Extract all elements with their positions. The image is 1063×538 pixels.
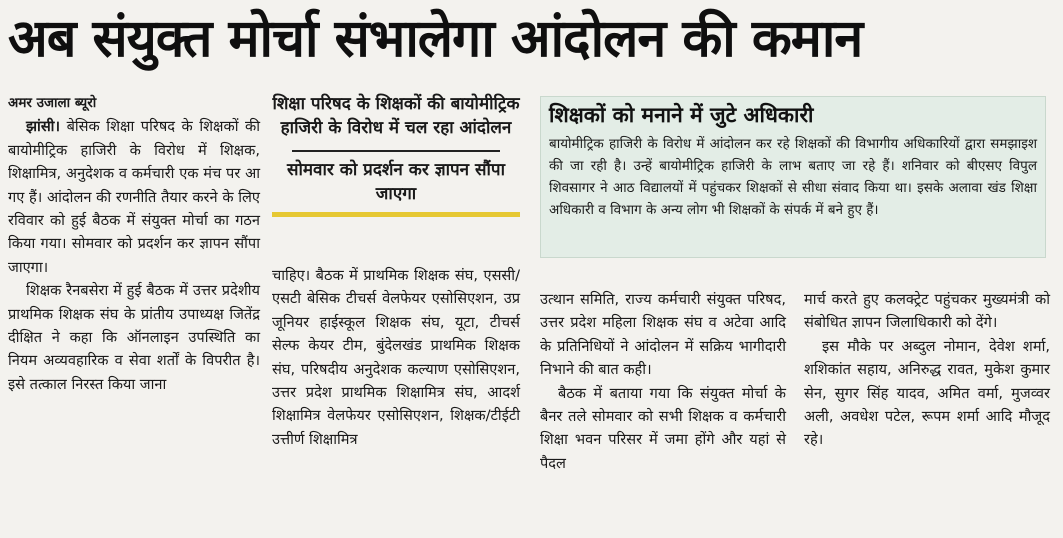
column-1-paragraph-1-text: बेसिक शिक्षा परिषद के शिक्षकों की बायोमीट्रिक हाजिरी के विरोध में शिक्षक, शिक्षामित्र, अनुदेशक व कर्मचारी एक मंच पर आ गए हैं। आंदोलन की रणनीति तैयार करने के लिए रविवार को हुई बैठक में संयुक्त मोर्चा का गठन किया गया। सोमवार को प्रदर्शन कर ज्ञापन सौंपा जाएगा। bbox=[8, 118, 261, 276]
column-1 bbox=[8, 92, 260, 396]
byline: अमर उजाला ब्यूरो bbox=[8, 95, 97, 111]
column-4-paragraph-2: इस मौके पर अब्दुल नोमान, देवेश शर्मा, शशिकांत सहाय, अनिरुद्ध रावत, मुकेश कुमार सेन, सुगर सिंह यादव, अमित वर्मा, मुजव्वर अली, अवधेश पटेल, रूपम शर्मा आदि मौजूद रहे। bbox=[804, 337, 1050, 449]
column-3-paragraph-1: उत्थान समिति, राज्य कर्मचारी संयुक्त परिषद, उत्तर प्रदेश महिला शिक्षक संघ व अटेवा आदि के प्रतिनिधियों ने आंदोलन में सक्रिय भागीदारी निभाने की बात कही। bbox=[540, 291, 786, 379]
dateline: झांसी। bbox=[26, 118, 60, 136]
subheadline-1: शिक्षा परिषद के शिक्षकों की बायोमीट्रिक हाजिरी के विरोध में चल रहा आंदोलन bbox=[272, 94, 520, 138]
column-1-paragraph-1 bbox=[8, 115, 260, 279]
subheadline-2: सोमवार को प्रदर्शन कर ज्ञापन सौंपा जाएगा bbox=[272, 158, 520, 217]
sidebar-box-title: शिक्षकों को मनाने में जुटे अधिकारी bbox=[549, 103, 814, 127]
divider-rule bbox=[292, 150, 500, 152]
column-2-header bbox=[272, 92, 520, 217]
column-2-body: चाहिए। बैठक में प्राथमिक शिक्षक संघ, एससी/एसटी बेसिक टीचर्स वेलफेयर एसोसिएशन, उप्र जूनियर हाईस्कूल शिक्षक संघ, यूटा, टीचर्स सेल्फ केयर टीम, बुंदेलखंड प्राथमिक शिक्षक संघ, परिषदीय अनुदेशक कल्याण एसोसिएशन, उत्तर प्रदेश प्राथमिक शिक्षामित्र संघ, आदर्श शिक्षामित्र वेलफेयर एसोसिएशन, शिक्षक/टीईटी उत्तीर्ण शिक्षामित्र bbox=[272, 267, 520, 448]
headline: अब संयुक्त मोर्चा संभालेगा आंदोलन की कमान bbox=[8, 9, 863, 69]
column-1-paragraph-2: शिक्षक रैनबसेरा में हुई बैठक में उत्तर प्रदेशीय प्राथमिक शिक्षक संघ के प्रांतीय उपाध्यक्ष जितेंद्र दीक्षित ने कहा कि ऑनलाइन उपस्थिति का नियम अव्यवहारिक व सेवा शर्तों के विपरीत है। इसे तत्काल निरस्त किया जाना bbox=[8, 282, 260, 393]
column-4 bbox=[804, 288, 1050, 452]
column-4-paragraph-1: मार्च करते हुए कलक्ट्रेट पहुंचकर मुख्यमंत्री को संबोधित ज्ञापन जिलाधिकारी को देंगे। bbox=[804, 291, 1050, 332]
sidebar-box bbox=[540, 96, 1046, 258]
sidebar-box-text: बायोमीट्रिक हाजिरी के विरोध में आंदोलन कर रहे शिक्षकों की विभागीय अधिकारियों द्वारा समझाइश की जा रही है। उन्हें बायोमीट्रिक हाजिरी के लाभ बताए जा रहे हैं। शनिवार को बीएसए विपुल शिवसागर ने आठ विद्यालयों में पहुंचकर शिक्षकों से सीधा संवाद किया था। इसके अलावा खंड शिक्षा अधिकारी व विभाग के अन्य लोग भी शिक्षकों के संपर्क में बने हुए हैं। bbox=[549, 136, 1037, 218]
column-3 bbox=[540, 288, 786, 475]
column-3-paragraph-2: बैठक में बताया गया कि संयुक्त मोर्चा के बैनर तले सोमवार को सभी शिक्षक व कर्मचारी शिक्षा भवन परिसर में जमा होंगे और यहां से पैदल bbox=[540, 384, 786, 472]
